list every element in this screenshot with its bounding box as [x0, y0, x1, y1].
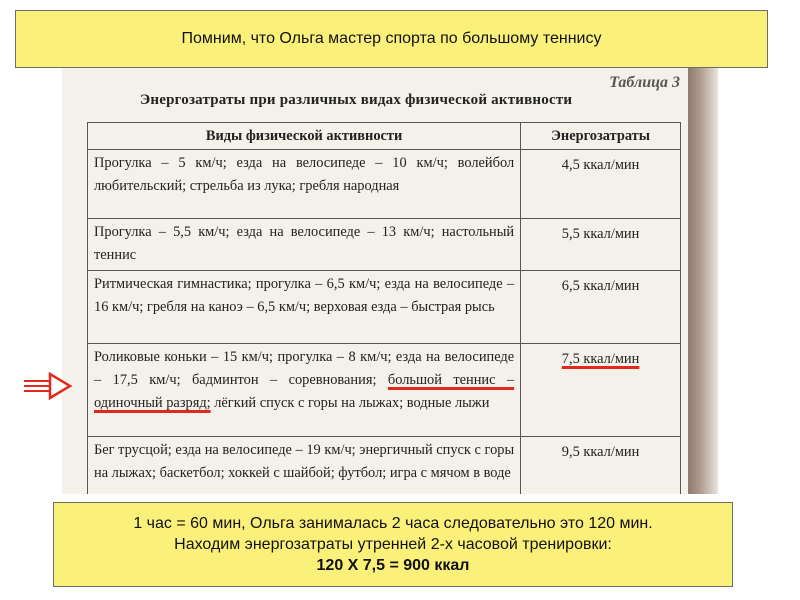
energy-cell — [521, 344, 681, 437]
activity-text: Роликовые коньки – 15 км/ч; прогулка – 8 км/ч; езда на велосипеде – 17,5 км/ч; бадминтон – соревнования; — [94, 349, 515, 388]
red-arrow-icon — [22, 371, 72, 401]
photo-edge — [688, 68, 718, 494]
table-title: Энергозатраты при различных видах физической активности — [140, 92, 573, 108]
table-row-highlighted — [88, 344, 681, 437]
table-row — [88, 437, 681, 495]
bottom-banner — [53, 502, 733, 587]
top-banner — [15, 10, 768, 68]
highlighted-activity: большой теннис – одиночный разряд; — [94, 372, 515, 411]
table-number: Таблица 3 — [609, 74, 680, 91]
bottom-line-3: 120 Х 7,5 = 900 ккал — [316, 557, 470, 574]
highlighted-energy: 7,5 ккал/мин — [561, 351, 640, 367]
bottom-line-1: 1 час = 60 мин, Ольга занималась 2 часа следовательно это 120 мин. — [133, 515, 653, 532]
energy-cell: 6,5 ккал/мин — [521, 271, 681, 344]
bottom-line-2: Находим энергозатраты утренней 2-х часовой тренировки: — [174, 536, 612, 553]
table-row — [88, 271, 681, 344]
activity-text: лёгкий спуск с горы на лыжах; водные лыжи — [210, 395, 490, 411]
top-banner-text: Помним, что Ольга мастер спорта по большому теннису — [181, 30, 602, 47]
energy-cell: 4,5 ккал/мин — [521, 150, 681, 219]
activity-cell — [88, 344, 521, 437]
energy-table — [87, 122, 681, 494]
column-header-activity: Виды физической активности — [88, 123, 521, 150]
activity-cell: Ритмическая гимнастика; прогулка – 6,5 км/ч; езда на велосипеде – 16 км/ч; гребля на каноэ – 6,5 км/ч; верховая езда – быстрая рысь — [88, 271, 521, 344]
table-row — [88, 219, 681, 271]
energy-cell: 5,5 ккал/мин — [521, 219, 681, 271]
column-header-energy: Энергозатраты — [521, 123, 681, 150]
table-header-row — [88, 123, 681, 150]
activity-cell: Бег трусцой; езда на велосипеде – 19 км/ч; энергичный спуск с горы на лыжах; баскетбол; хоккей с шайбой; футбол; игра с мячом в воде — [88, 437, 521, 495]
table-row — [88, 150, 681, 219]
activity-cell: Прогулка – 5,5 км/ч; езда на велосипеде – 13 км/ч; настольный теннис — [88, 219, 521, 271]
activity-cell: Прогулка – 5 км/ч; езда на велосипеде – 10 км/ч; волейбол любительский; стрельба из лука; гребля народная — [88, 150, 521, 219]
energy-cell: 9,5 ккал/мин — [521, 437, 681, 495]
table-photo — [62, 68, 688, 494]
